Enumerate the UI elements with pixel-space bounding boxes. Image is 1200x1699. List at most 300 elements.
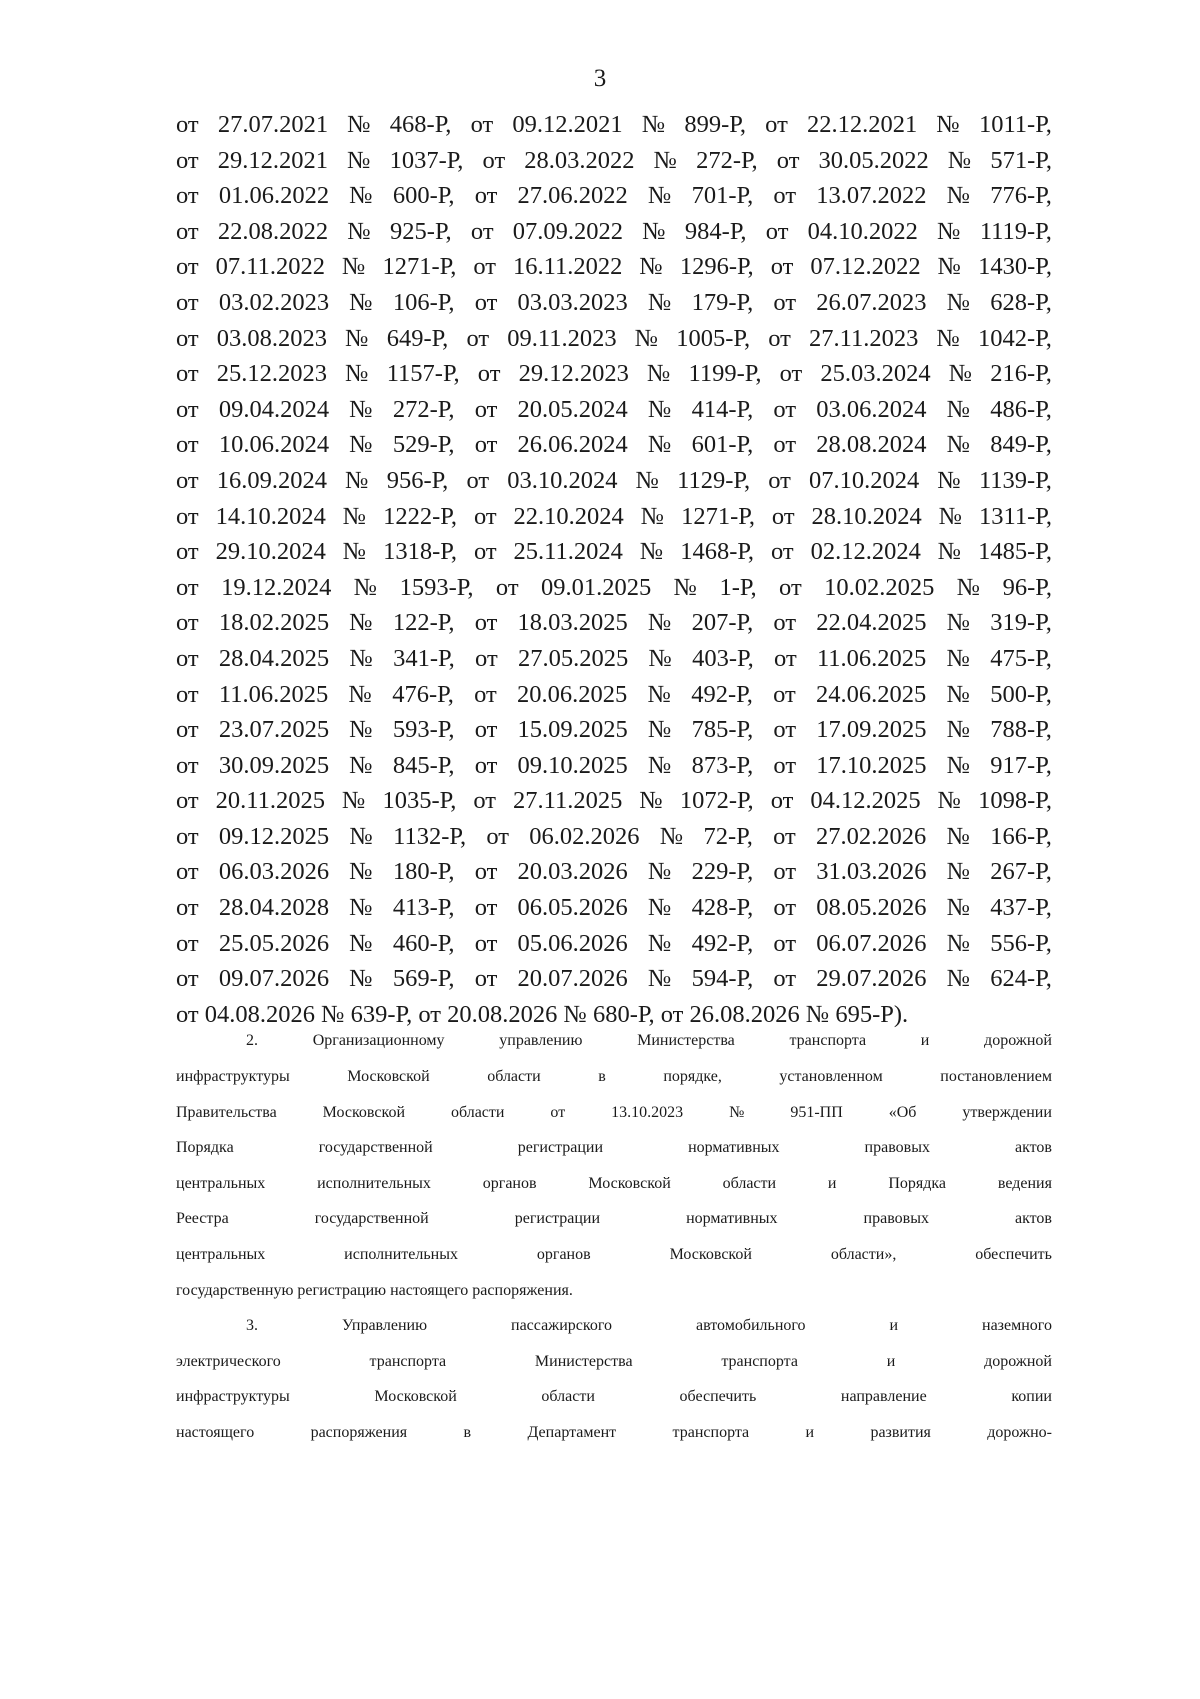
word: нормативных	[688, 1139, 780, 1157]
word: 18.03.2025	[517, 609, 628, 637]
word: 27.11.2023	[809, 324, 919, 352]
word: №	[345, 466, 369, 494]
word: 571-Р,	[990, 146, 1052, 174]
word: №	[349, 894, 373, 922]
word: 1037-Р,	[389, 146, 464, 174]
word: 468-Р,	[389, 111, 452, 138]
order-list-line	[176, 712, 1052, 748]
word: от	[176, 538, 199, 566]
paragraph-3-line	[176, 1388, 1052, 1424]
word: регистрации	[517, 1139, 604, 1157]
word: «Об	[888, 1103, 917, 1121]
order-list-line	[176, 427, 1052, 463]
word: от	[474, 680, 497, 708]
word: 27.06.2022	[517, 182, 628, 210]
word: №	[635, 466, 660, 494]
word: от	[773, 182, 797, 210]
word: 28.03.2022	[524, 146, 635, 174]
word: №	[347, 146, 371, 174]
word: и	[805, 1423, 815, 1441]
word: №	[349, 431, 373, 459]
word: №	[946, 395, 971, 423]
word: 20.11.2025	[215, 787, 326, 815]
word: 403-Р,	[692, 644, 754, 672]
word: Министерства	[534, 1352, 633, 1370]
word: 13.10.2023	[611, 1103, 684, 1121]
word: №	[659, 822, 684, 850]
word: 03.03.2023	[517, 288, 628, 316]
word: 27.02.2026	[816, 822, 927, 850]
word: в	[463, 1423, 472, 1441]
word: 25.12.2023	[216, 360, 328, 388]
word: 1072-Р,	[679, 787, 754, 815]
word: Московской	[322, 1103, 406, 1121]
word: 03.02.2023	[218, 288, 330, 316]
word: развития	[870, 1423, 931, 1441]
order-list-line	[176, 605, 1052, 641]
word: транспорта	[369, 1352, 447, 1370]
word: №	[648, 395, 672, 423]
word: 1098-Р,	[978, 787, 1052, 815]
word: №	[648, 929, 672, 957]
word: от	[779, 360, 803, 388]
word: 96-Р,	[1002, 573, 1052, 601]
word: от	[466, 466, 490, 494]
word: 24.06.2025	[816, 680, 927, 708]
word: 272-Р,	[696, 146, 758, 174]
word: №	[349, 858, 373, 886]
word: 06.05.2026	[517, 894, 628, 922]
word: 22.12.2021	[806, 111, 918, 138]
word: от	[550, 1103, 566, 1121]
word: транспорта	[789, 1032, 867, 1050]
word: 25.11.2024	[513, 538, 623, 566]
word: от	[474, 182, 498, 210]
word: копии	[1011, 1388, 1052, 1406]
word: 460-Р,	[392, 929, 455, 957]
word: 556-Р,	[990, 929, 1052, 957]
word: от	[482, 146, 506, 174]
word: от	[176, 324, 199, 352]
word: от	[477, 360, 501, 388]
word: от	[473, 787, 496, 815]
word: 776-Р,	[990, 182, 1052, 210]
word: №	[347, 111, 371, 138]
word: 14.10.2024	[215, 502, 326, 530]
order-list-last-line: от 04.08.2026 № 639-Р, от 20.08.2026 № 680-Р, от 26.08.2026 № 695-Р).	[176, 1000, 909, 1028]
word: Управлению	[341, 1317, 428, 1335]
paragraph-2	[176, 1032, 1052, 1281]
word: от	[473, 538, 497, 566]
word: 476-Р,	[392, 680, 454, 708]
word: 29.10.2024	[215, 538, 326, 566]
word: ведения	[997, 1174, 1052, 1192]
word: 30.05.2022	[818, 146, 929, 174]
word: 16.11.2022	[513, 253, 623, 281]
word: актов	[1014, 1139, 1052, 1157]
paragraph-2-last-line: государственную регистрацию настоящего распоряжения.	[176, 1281, 573, 1299]
word: №	[946, 751, 971, 779]
order-list-line	[176, 854, 1052, 890]
word: Организационному	[312, 1032, 445, 1050]
word: от	[176, 858, 199, 886]
word: от	[773, 609, 797, 637]
word: от	[176, 182, 199, 210]
word: 628-Р,	[990, 288, 1052, 316]
order-list-block	[176, 107, 1052, 997]
word: установленном	[779, 1068, 883, 1086]
word: №	[673, 573, 698, 601]
word: №	[353, 573, 378, 601]
word: от	[474, 894, 498, 922]
word: №	[648, 644, 672, 672]
word: №	[938, 502, 963, 530]
word: 09.07.2026	[218, 965, 330, 993]
word: от	[474, 751, 498, 779]
word: 16.09.2024	[216, 466, 328, 494]
word: 951-ПП	[790, 1103, 843, 1121]
paragraph-3	[176, 1317, 1052, 1459]
word: 07.11.2022	[215, 253, 326, 281]
word: 1-Р,	[719, 573, 757, 601]
order-list-line	[176, 214, 1052, 250]
word: №	[349, 929, 373, 957]
paragraph-3-line	[176, 1424, 1052, 1460]
word: инфраструктуры	[176, 1068, 290, 1086]
word: 569-Р,	[392, 965, 455, 993]
word: №	[345, 360, 369, 388]
word: 06.03.2026	[218, 858, 330, 886]
order-list-line	[176, 890, 1052, 926]
word: инфраструктуры	[176, 1388, 290, 1406]
word: 475-Р,	[990, 644, 1052, 672]
word: 229-Р,	[691, 858, 754, 886]
order-list-line	[176, 677, 1052, 713]
word: центральных	[176, 1174, 266, 1192]
word: №	[946, 822, 970, 850]
word: №	[349, 395, 373, 423]
word: №	[648, 716, 672, 744]
order-list-line	[176, 570, 1052, 606]
order-list-line	[176, 143, 1052, 179]
word: №	[348, 680, 372, 708]
word: №	[349, 609, 373, 637]
order-list-line	[176, 249, 1052, 285]
word: от	[176, 573, 199, 601]
word: от	[474, 609, 498, 637]
word: 26.06.2024	[517, 431, 628, 459]
word: 788-Р,	[990, 716, 1052, 744]
word: 27.11.2025	[513, 787, 623, 815]
order-list-line	[176, 178, 1052, 214]
word: 899-Р,	[684, 111, 746, 138]
word: 04.10.2022	[807, 217, 918, 245]
word: 917-Р,	[990, 751, 1052, 779]
word: от	[474, 288, 498, 316]
order-list-line	[176, 285, 1052, 321]
word: Порядка	[888, 1174, 947, 1192]
word: автомобильного	[695, 1317, 806, 1335]
word: Московской	[347, 1068, 430, 1086]
word: №	[648, 609, 672, 637]
paragraph-2-line	[176, 1139, 1052, 1175]
word: правовых	[864, 1139, 930, 1157]
word: органов	[482, 1174, 537, 1192]
word: 1119-Р,	[979, 217, 1052, 245]
word: №	[937, 787, 962, 815]
word: 701-Р,	[691, 182, 754, 210]
order-list-line	[176, 463, 1052, 499]
word: 500-Р,	[990, 680, 1052, 708]
word: 02.12.2024	[810, 538, 921, 566]
word: 04.12.2025	[810, 787, 921, 815]
word: 25.05.2026	[218, 929, 330, 957]
word: №	[648, 431, 672, 459]
word: 27.05.2025	[517, 644, 629, 672]
word: 20.05.2024	[517, 395, 628, 423]
word: 1139-Р,	[978, 466, 1052, 494]
word: от	[474, 965, 498, 993]
word: 1593-Р,	[399, 573, 474, 601]
word: от	[474, 395, 498, 423]
word: от	[176, 644, 199, 672]
word: №	[642, 217, 666, 245]
word: Московской	[374, 1388, 457, 1406]
word: №	[342, 538, 367, 566]
word: исполнительных	[344, 1246, 458, 1263]
word: 492-Р,	[691, 929, 754, 957]
order-list-line	[176, 321, 1052, 357]
word: от	[176, 217, 199, 245]
word: 15.09.2025	[517, 716, 628, 744]
word: 3.	[246, 1317, 258, 1335]
word: 10.02.2025	[824, 573, 935, 601]
word: 106-Р,	[392, 288, 455, 316]
word: органов	[536, 1246, 591, 1263]
word: от	[773, 680, 796, 708]
word: от	[773, 858, 797, 886]
word: 925-Р,	[390, 217, 452, 245]
word: от	[176, 288, 199, 316]
word: наземного	[982, 1317, 1052, 1335]
word: от	[473, 502, 497, 530]
word: №	[946, 680, 970, 708]
word: 1132-Р,	[393, 822, 467, 850]
word: Департамент	[527, 1423, 617, 1441]
word: 414-Р,	[691, 395, 754, 423]
order-list-line	[176, 819, 1052, 855]
paragraph-2-line	[176, 1104, 1052, 1140]
order-list-line	[176, 961, 1052, 997]
word: от	[474, 716, 498, 744]
word: от	[176, 431, 199, 459]
order-list-line	[176, 926, 1052, 962]
word: 2.	[246, 1032, 258, 1050]
word: от	[774, 644, 797, 672]
word: от	[176, 111, 199, 138]
word: государственной	[318, 1139, 433, 1157]
word: 594-Р,	[691, 965, 754, 993]
word: 341-Р,	[393, 644, 455, 672]
order-list-line	[176, 107, 1052, 143]
word: 1222-Р,	[383, 502, 457, 530]
word: №	[946, 644, 970, 672]
word: 267-Р,	[990, 858, 1052, 886]
word: 1199-Р,	[688, 360, 762, 388]
word: №	[342, 502, 367, 530]
word: №	[946, 431, 971, 459]
word: №	[349, 751, 373, 779]
word: от	[776, 146, 800, 174]
word: от	[470, 217, 494, 245]
word: от	[473, 253, 496, 281]
word: №	[639, 253, 663, 281]
word: от	[474, 431, 498, 459]
word: и	[920, 1032, 930, 1050]
word: 09.01.2025	[540, 573, 652, 601]
order-list-line	[176, 499, 1052, 535]
word: №	[946, 858, 971, 886]
word: №	[648, 182, 672, 210]
word: от	[176, 609, 199, 637]
word: от	[765, 111, 788, 138]
word: №	[946, 716, 971, 744]
word: 31.03.2026	[816, 858, 927, 886]
word: дорожно-	[987, 1423, 1052, 1441]
word: 601-Р,	[691, 431, 754, 459]
word: от	[176, 716, 199, 744]
word: обеспечить	[975, 1246, 1052, 1263]
word: области	[450, 1103, 505, 1121]
word: от	[765, 217, 789, 245]
word: электрического	[176, 1352, 281, 1370]
word: 28.04.2025	[218, 644, 330, 672]
word: правовых	[863, 1210, 929, 1228]
word: области»,	[830, 1246, 897, 1263]
word: 20.03.2026	[517, 858, 628, 886]
word: 1271-Р,	[382, 253, 457, 281]
word: №	[946, 929, 971, 957]
word: от	[779, 573, 802, 601]
word: государственной	[314, 1210, 429, 1228]
paragraph-2-line	[176, 1175, 1052, 1211]
word: от	[773, 288, 797, 316]
word: №	[946, 182, 971, 210]
word: от	[176, 787, 199, 815]
word: от	[773, 822, 796, 850]
word: транспорта	[721, 1352, 798, 1370]
word: от	[771, 502, 795, 530]
document-body	[176, 107, 1052, 1460]
word: 529-Р,	[392, 431, 455, 459]
word: 849-Р,	[990, 431, 1052, 459]
word: 600-Р,	[392, 182, 455, 210]
word: №	[946, 609, 971, 637]
word: №	[349, 288, 373, 316]
word: 18.02.2025	[218, 609, 330, 637]
paragraph-2-line	[176, 1246, 1052, 1282]
word: 1296-Р,	[679, 253, 754, 281]
word: 17.10.2025	[816, 751, 927, 779]
word: Министерства	[637, 1032, 735, 1050]
order-list-line	[176, 783, 1052, 819]
word: 1271-Р,	[681, 502, 755, 530]
word: 09.04.2024	[218, 395, 330, 423]
word: 72-Р,	[703, 822, 753, 850]
word: №	[937, 253, 962, 281]
word: 272-Р,	[392, 395, 455, 423]
word: 319-Р,	[990, 609, 1052, 637]
word: от	[475, 644, 498, 672]
word: №	[342, 787, 366, 815]
word: 07.10.2024	[809, 466, 920, 494]
word: дорожной	[984, 1032, 1052, 1050]
word: от	[770, 253, 794, 281]
paragraph-2-line	[176, 1210, 1052, 1246]
word: 428-Р,	[691, 894, 754, 922]
word: №	[948, 360, 973, 388]
word: 207-Р,	[691, 609, 754, 637]
word: от	[773, 716, 797, 744]
word: от	[773, 395, 797, 423]
word: Московской	[669, 1246, 752, 1263]
word: 28.04.2028	[218, 894, 330, 922]
word: от	[773, 929, 797, 957]
word: №	[946, 894, 971, 922]
word: 09.12.2025	[218, 822, 330, 850]
word: 845-Р,	[392, 751, 455, 779]
word: 1035-Р,	[382, 787, 457, 815]
word: №	[647, 680, 671, 708]
word: 20.06.2025	[517, 680, 628, 708]
word: 984-Р,	[684, 217, 747, 245]
word: 22.04.2025	[816, 609, 927, 637]
page-number: 3	[593, 65, 607, 92]
word: 437-Р,	[990, 894, 1052, 922]
word: порядке,	[663, 1068, 722, 1086]
word: 26.07.2023	[816, 288, 927, 316]
word: от	[486, 822, 509, 850]
word: №	[729, 1103, 745, 1121]
word: №	[653, 146, 677, 174]
word: 03.08.2023	[216, 324, 328, 352]
paragraph-2-line	[176, 1032, 1052, 1068]
word: №	[648, 288, 672, 316]
word: и	[889, 1317, 899, 1335]
word: №	[641, 111, 666, 138]
word: от	[773, 431, 797, 459]
word: от	[176, 466, 199, 494]
word: от	[773, 751, 797, 779]
word: 180-Р,	[392, 858, 455, 886]
word: 29.12.2023	[518, 360, 629, 388]
word: 06.07.2026	[816, 929, 927, 957]
word: 873-Р,	[691, 751, 754, 779]
word: №	[648, 858, 672, 886]
word: №	[349, 182, 373, 210]
word: №	[345, 324, 369, 352]
order-list-line	[176, 392, 1052, 428]
word: регистрации	[514, 1210, 601, 1228]
order-list-line	[176, 356, 1052, 392]
word: обеспечить	[679, 1388, 757, 1406]
word: 28.10.2024	[811, 502, 922, 530]
word: от	[768, 324, 791, 352]
word: 08.05.2026	[816, 894, 927, 922]
word: области	[487, 1068, 541, 1086]
word: от	[176, 253, 199, 281]
word: от	[466, 324, 490, 352]
